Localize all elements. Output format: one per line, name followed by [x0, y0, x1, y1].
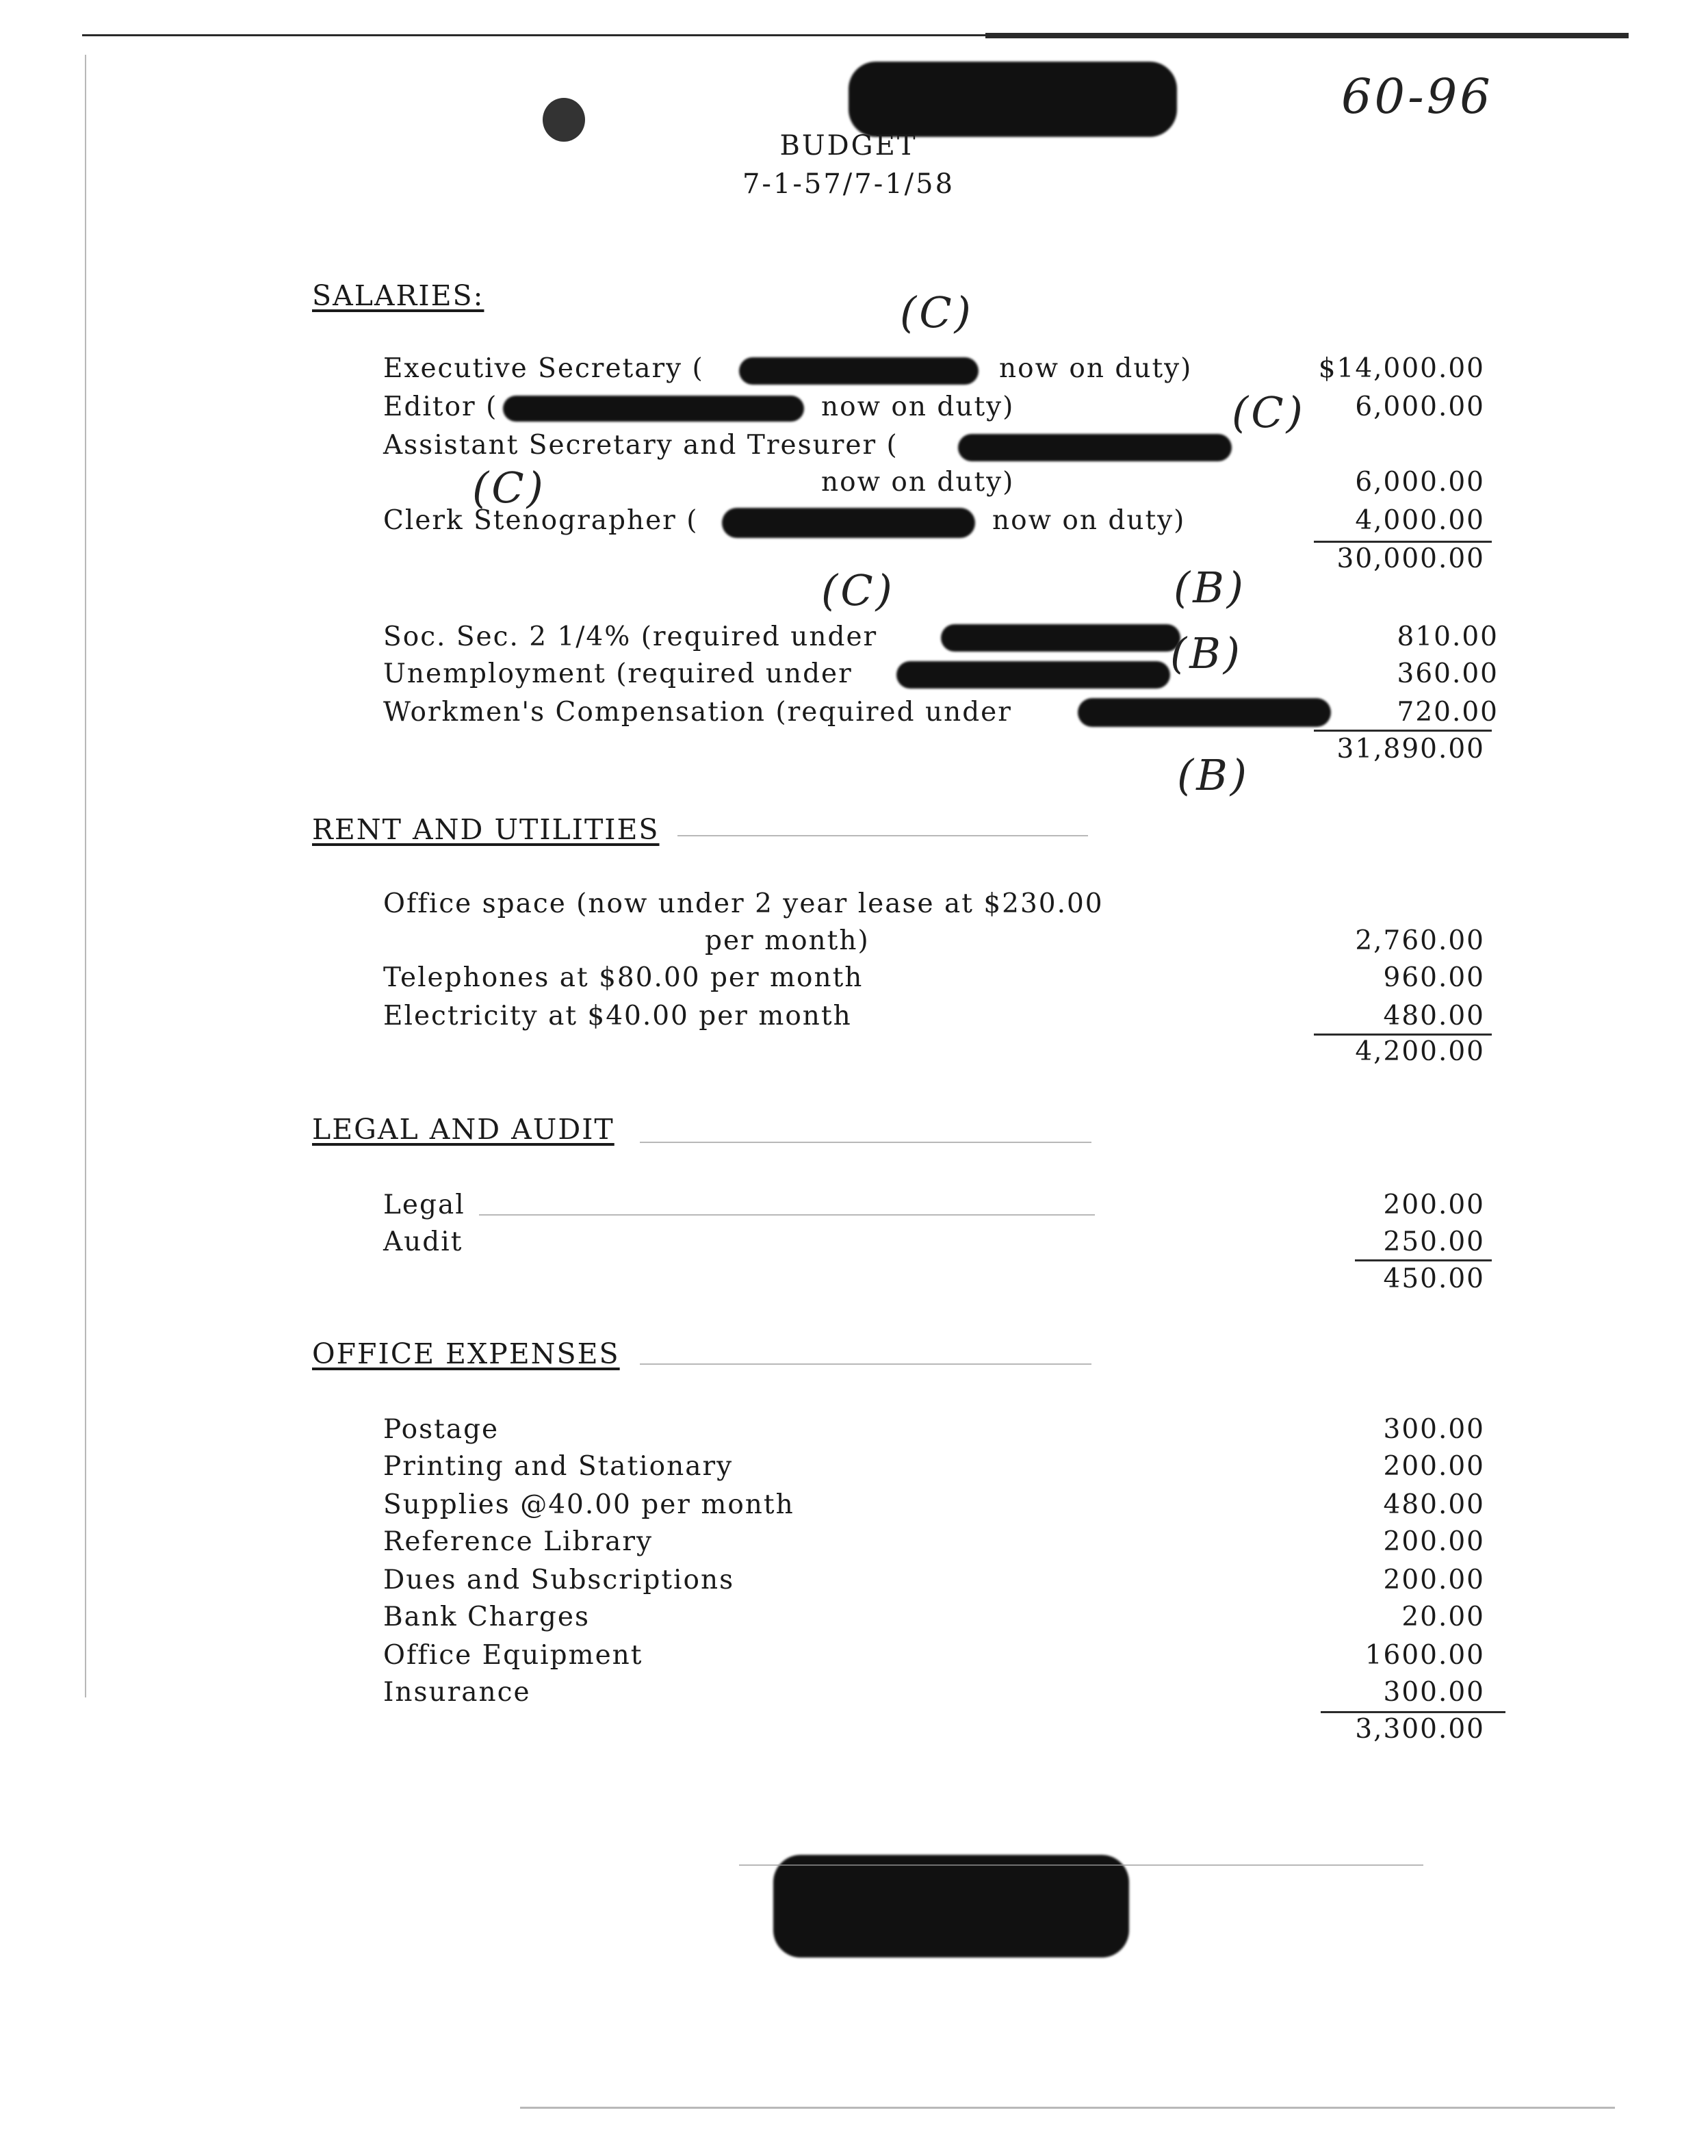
- footer-rule: [739, 1864, 1423, 1866]
- office-amount-2: 200.00: [1383, 1451, 1485, 1482]
- rent-total-rule: [1314, 1034, 1492, 1036]
- redaction: [739, 357, 979, 385]
- office-label-6: Bank Charges: [383, 1602, 590, 1632]
- salary-label-3: Assistant Secretary and Tresurer (: [383, 430, 898, 461]
- salaries-total: 31,890.00: [1336, 734, 1485, 765]
- annotation-c: (C): [821, 565, 895, 615]
- tax-label-1: Soc. Sec. 2 1/4% (required under: [383, 621, 878, 652]
- rent-heading: RENT AND UTILITIES: [312, 813, 660, 846]
- salary-label-4: now on duty): [821, 467, 1015, 498]
- rent-label-3: Telephones at $80.00 per month: [383, 962, 864, 993]
- rent-amount-4: 480.00: [1383, 1001, 1485, 1031]
- left-margin-line: [85, 55, 86, 1697]
- office-heading: OFFICE EXPENSES: [312, 1337, 620, 1370]
- punch-hole: [543, 98, 585, 142]
- legal-label-2: Audit: [383, 1227, 463, 1257]
- rent-label-1: Office space (now under 2 year lease at $230.00: [383, 888, 1104, 919]
- heading-rule: [677, 835, 1088, 836]
- office-label-2: Printing and Stationary: [383, 1451, 734, 1482]
- salary-label-2: Editor (: [383, 392, 498, 422]
- rent-total: 4,200.00: [1355, 1036, 1485, 1067]
- office-label-7: Office Equipment: [383, 1640, 643, 1671]
- tax-amount-2: 360.00: [1397, 658, 1499, 689]
- heading-rule: [640, 1363, 1091, 1365]
- salaries-subtotal: 30,000.00: [1336, 543, 1485, 574]
- salary-amount-2: 6,000.00: [1355, 392, 1485, 422]
- redaction: [503, 396, 804, 422]
- tax-amount-1: 810.00: [1397, 621, 1499, 652]
- salary-suffix-1: now on duty): [999, 353, 1193, 384]
- leader-rule: [479, 1214, 1095, 1216]
- office-amount-6: 20.00: [1401, 1602, 1485, 1632]
- office-label-4: Reference Library: [383, 1526, 654, 1557]
- heading-rule: [640, 1142, 1091, 1143]
- annotation-c: (C): [1232, 387, 1306, 437]
- salary-suffix-2: now on duty): [821, 392, 1015, 422]
- rent-amount-2: 2,760.00: [1355, 925, 1485, 956]
- tax-label-3: Workmen's Compensation (required under: [383, 697, 1012, 728]
- redaction-footer: [773, 1855, 1129, 1958]
- legal-total: 450.00: [1383, 1263, 1485, 1294]
- legal-label-1: Legal: [383, 1190, 465, 1220]
- annotation-c: (C): [472, 463, 546, 513]
- office-label-5: Dues and Subscriptions: [383, 1565, 735, 1595]
- office-total: 3,300.00: [1355, 1714, 1485, 1745]
- redaction: [896, 661, 1170, 689]
- salary-label-5: Clerk Stenographer (: [383, 505, 699, 536]
- office-amount-8: 300.00: [1383, 1677, 1485, 1708]
- salaries-subtotal-rule: [1314, 541, 1492, 543]
- redaction: [941, 624, 1180, 652]
- office-amount-5: 200.00: [1383, 1565, 1485, 1595]
- legal-total-rule: [1355, 1259, 1492, 1261]
- salaries-total-rule: [1314, 730, 1492, 732]
- annotation-c: (C): [900, 287, 974, 337]
- office-amount-1: 300.00: [1383, 1414, 1485, 1445]
- office-amount-4: 200.00: [1383, 1526, 1485, 1557]
- rent-amount-3: 960.00: [1383, 962, 1485, 993]
- rent-label-2: per month): [705, 925, 870, 956]
- annotation-b: (B): [1174, 563, 1246, 613]
- redaction-header: [849, 62, 1177, 137]
- top-border-thick: [985, 33, 1629, 38]
- legal-heading: LEGAL AND AUDIT: [312, 1113, 614, 1146]
- office-label-3: Supplies @40.00 per month: [383, 1489, 794, 1520]
- salary-amount-5: 4,000.00: [1355, 505, 1485, 536]
- redaction: [1078, 698, 1331, 727]
- tax-amount-3: 720.00: [1397, 697, 1499, 728]
- legal-amount-1: 200.00: [1383, 1190, 1485, 1220]
- handwritten-number: 60-96: [1341, 68, 1493, 125]
- office-amount-7: 1600.00: [1364, 1640, 1485, 1671]
- salaries-heading: SALARIES:: [312, 279, 484, 312]
- legal-amount-2: 250.00: [1383, 1227, 1485, 1257]
- rent-label-4: Electricity at $40.00 per month: [383, 1001, 852, 1031]
- bottom-border: [520, 2107, 1615, 2109]
- salary-label-1: Executive Secretary (: [383, 353, 704, 384]
- tax-label-2: Unemployment (required under: [383, 658, 853, 689]
- budget-title: BUDGET: [779, 130, 918, 162]
- redaction: [722, 508, 975, 538]
- annotation-b: (B): [1177, 750, 1250, 800]
- office-total-rule: [1321, 1711, 1505, 1713]
- salary-suffix-5: now on duty): [992, 505, 1186, 536]
- annotation-b: (B): [1170, 628, 1243, 678]
- redaction: [958, 434, 1232, 461]
- salary-amount-1: $14,000.00: [1318, 353, 1485, 384]
- office-label-8: Insurance: [383, 1677, 531, 1708]
- office-amount-3: 480.00: [1383, 1489, 1485, 1520]
- office-label-1: Postage: [383, 1414, 500, 1445]
- budget-period: 7-1-57/7-1/58: [742, 168, 955, 200]
- salary-amount-4: 6,000.00: [1355, 467, 1485, 498]
